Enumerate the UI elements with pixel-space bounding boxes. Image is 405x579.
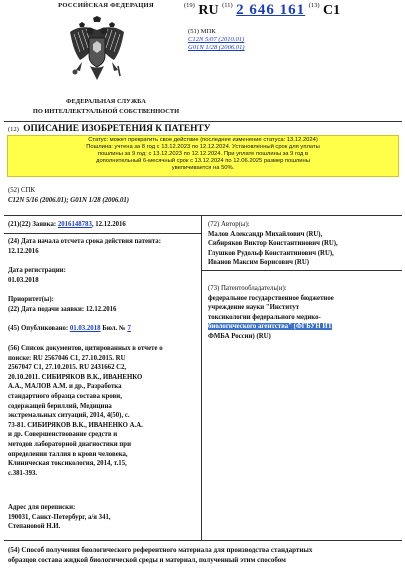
mpk-classification: (51) МПК C12N 5/07 (2010.01) G01N 1/28 (2006.01) [188, 28, 245, 52]
registration-date: Дата регистрации: 01.03.2018 [8, 267, 66, 284]
cited-documents: (56) Список документов, цитированных в отчете о поиске: RU 2567046 C1, 27.10.2015. RU 2567047 C1, 27.10.2015. RU 2431662 C2, 20.10.2011. СИБИРЯКОВ В.К., ИВАНЕНКО А.А., МАЛОВ А.М. и др., Разработка стандартного образца состава крови, содержащей бериллий, Медицина экстремальных ситуаций, 2014, 4(50), с. 73-81. СИБИРЯКОВ В.К., ИВАНЕНКО А.А. и др. Совершенствование средств и методов лабораторной диагностики при определении таллия в крови человека, Клиническая токсикология, 2014, т.15, с.381-393. [8, 345, 163, 477]
priority: Приоритет(ы): (22) Дата подачи заявки: 12.12.2016 [8, 296, 117, 313]
divider [4, 540, 402, 541]
application-info: (21)(22) Заявка: 2016148783, 12.12.2016 [8, 221, 126, 228]
document-title: (12) ОПИСАНИЕ ИЗОБРЕТЕНИЯ К ПАТЕНТУ [8, 124, 211, 134]
application-number-link[interactable]: 2016148783 [57, 221, 92, 228]
header-right [184, 2, 402, 52]
divider [4, 121, 402, 122]
bulletin-number-link[interactable]: 7 [127, 325, 131, 332]
header-left [8, 2, 204, 115]
mpk-link-c12n[interactable]: C12N 5/07 (2010.01) [188, 36, 245, 44]
publication: (45) Опубликовано: 01.03.2018 Бюл. № 7 [8, 325, 131, 332]
spk-classification: (52) СПК C12N 5/16 (2006.01); G01N 1/28 (2006.01) [8, 187, 130, 204]
column-divider [201, 216, 202, 540]
divider [4, 215, 402, 216]
divider [4, 233, 201, 234]
publication-date-link[interactable]: 01.03.2018 [69, 325, 101, 332]
status-box: Статус: может прекратить свое действие (последнее изменение статуса: 13.12.2024) Пошлина: учтена за 8 год с 13.12.2023 по 12.12.2024. Установленный срок для уплаты пошлины за 9 год: с 13.12.2023 по 12.12.2024. При уплате пошлины за 9 год в дополнительный 6-месячный срок с 13.12.2024 по 12.06.2025 размер пошлины увеличивается на 50%. [7, 135, 399, 177]
term-start: (24) Дата начала отсчета срока действия патента: 12.12.2016 [8, 238, 161, 255]
patent-number-link[interactable]: 2 646 161 [236, 2, 306, 18]
country-name: РОССИЙСКАЯ ФЕДЕРАЦИЯ [58, 2, 154, 9]
patent-owner: (73) Патентообладатель(и): федеральное государственное бюджетное учреждение науки "Институт токсикологии федерального медико- биологического агентства" (ФГБУН ИТ ФМБА России) (RU) [208, 285, 334, 340]
correspondence-address: Адрес для переписки: 190031, Санкт-Петербург, а/я 341, Степановой Н.И. [8, 504, 111, 531]
authors: (72) Автор(ы): Малов Александр Михайлович (RU), Сибиряков Виктор Константинович (RU), Глушков Рудольф Константинович (RU), Иванов Максим Борисович (RU) [208, 221, 338, 267]
selected-text[interactable]: биологического агентства" (ФГБУН ИТ [208, 323, 333, 331]
coat-of-arms-icon [66, 16, 128, 88]
patent-office-name: ФЕДЕРАЛЬНАЯ СЛУЖБА ПО ИНТЕЛЛЕКТУАЛЬНОЙ СОБСТВЕННОСТИ [32, 98, 180, 115]
patent-number-line: $^{(19)}$ RU $^{(11)}$ 2 646 161 $^{(13)}$ C1 [184, 2, 341, 18]
divider [202, 270, 402, 271]
mpk-link-g01n[interactable]: G01N 1/28 (2006.01) [188, 44, 245, 52]
invention-title: (54) Способ получения биологического референтного материала для производства стандартных образцов состава жидкой биологической среды и материал, полученный этим способом [8, 546, 313, 564]
